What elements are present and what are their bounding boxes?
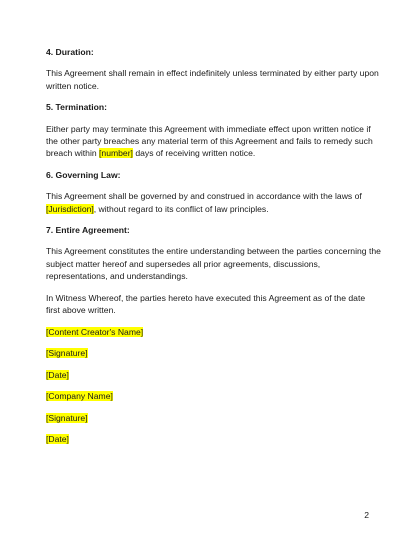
section-duration bbox=[46, 46, 381, 92]
section-body bbox=[46, 190, 381, 215]
page-number: 2 bbox=[364, 510, 369, 520]
signature-block bbox=[46, 326, 381, 446]
section-body: This Agreement constitutes the entire understanding between the parties concerning the subject matter hereof and supersedes all prior agreements, discussions, representations, and understandings. bbox=[46, 246, 381, 282]
signature-field-company-signature bbox=[46, 412, 381, 424]
witness-clause: In Witness Whereof, the parties hereto have executed this Agreement as of the date first above written. bbox=[46, 292, 366, 316]
signature-field-company-name bbox=[46, 390, 381, 402]
section-termination bbox=[46, 101, 381, 160]
placeholder: [Date] bbox=[46, 434, 69, 444]
placeholder: [Signature] bbox=[46, 348, 88, 358]
section-heading: 6. Governing Law: bbox=[46, 169, 121, 180]
document-content bbox=[46, 46, 381, 455]
placeholder-jurisdiction: [Jurisdiction] bbox=[46, 203, 94, 214]
signature-field-creator-name bbox=[46, 326, 381, 338]
placeholder: [Content Creator's Name] bbox=[46, 326, 144, 337]
section-governing-law bbox=[46, 169, 381, 215]
section-body bbox=[46, 123, 381, 160]
section-entire-agreement bbox=[46, 224, 381, 283]
signature-field-company-date bbox=[46, 433, 381, 445]
section-heading: 7. Entire Agreement: bbox=[46, 225, 130, 236]
signature-field-creator-signature bbox=[46, 347, 381, 359]
placeholder: [Signature] bbox=[46, 412, 88, 423]
body-text: , without regard to its conflict of law principles. bbox=[93, 203, 269, 214]
placeholder-number: [number] bbox=[99, 148, 133, 159]
section-body: This Agreement shall remain in effect indefinitely unless terminated by either party upon written notice. bbox=[46, 68, 379, 91]
section-heading: 4. Duration: bbox=[46, 47, 94, 57]
body-text: days of receiving written notice. bbox=[132, 148, 256, 159]
section-heading: 5. Termination: bbox=[46, 102, 107, 113]
body-text: Either party may terminate this Agreement with immediate effect upon written notice if the other party breaches any material term of this Agreement and fails to remedy such breach within bbox=[46, 123, 373, 159]
body-text: This Agreement shall be governed by and construed in accordance with the laws of bbox=[46, 191, 362, 202]
placeholder: [Company Name] bbox=[46, 391, 113, 401]
signature-field-creator-date bbox=[46, 369, 381, 381]
placeholder: [Date] bbox=[46, 369, 69, 380]
